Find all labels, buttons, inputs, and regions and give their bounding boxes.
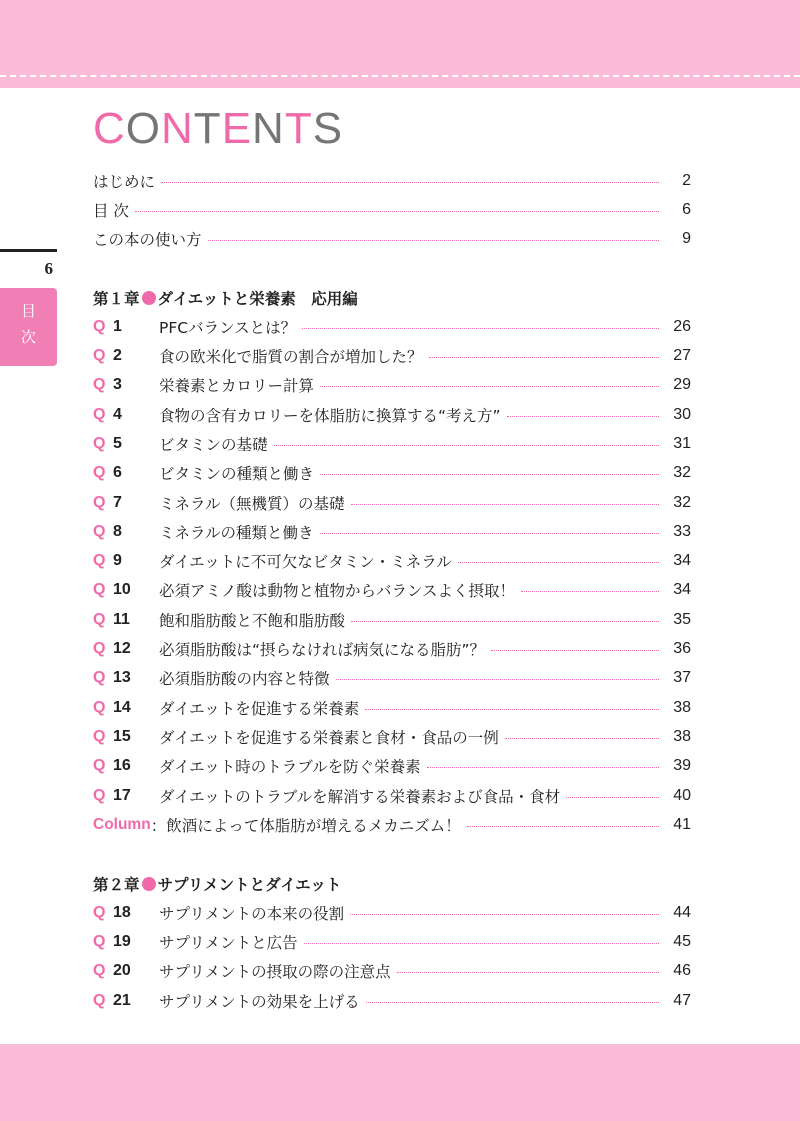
leader-dots: [521, 591, 659, 592]
leader-dots: [135, 211, 659, 212]
entry-page: 34: [673, 580, 691, 598]
leader-dots: [566, 797, 659, 798]
leader-dots: [320, 386, 659, 387]
leader-dots: [302, 328, 659, 329]
entry-page: 40: [673, 786, 691, 804]
q-mark: Q: [93, 727, 106, 745]
q-number: 8: [113, 522, 122, 540]
entry-page: 41: [673, 815, 691, 833]
q-mark: Q: [93, 991, 106, 1009]
toc-entry[interactable]: [93, 400, 691, 429]
entry-page: 32: [673, 493, 691, 511]
entry-page: 36: [673, 639, 691, 657]
toc-entry[interactable]: [93, 488, 691, 517]
leader-dots: [208, 240, 659, 241]
q-number: 7: [113, 493, 122, 511]
entry-label: サプリメントの摂取の際の注意点: [159, 962, 391, 981]
q-mark: Q: [93, 786, 106, 804]
q-mark: Q: [93, 610, 106, 628]
entry-page: 9: [682, 229, 691, 247]
q-number: 11: [113, 610, 130, 628]
entry-label: ビタミンの種類と働き: [159, 464, 315, 483]
q-mark: Q: [93, 346, 106, 364]
chapter-2-heading: [93, 873, 341, 895]
entry-page: 38: [673, 698, 691, 716]
q-number: 15: [113, 727, 131, 745]
entry-page: 39: [673, 756, 691, 774]
q-mark: Q: [93, 698, 106, 716]
q-number: 19: [113, 932, 131, 950]
q-number: 12: [113, 639, 131, 657]
section-tab-label: 目 次: [20, 302, 36, 346]
toc-entry[interactable]: [93, 927, 691, 956]
q-number: 16: [113, 756, 131, 774]
q-number: 21: [113, 991, 131, 1009]
q-mark: Q: [93, 756, 106, 774]
q-mark: Q: [93, 317, 106, 335]
q-mark: Q: [93, 668, 106, 686]
bullet-dot-icon: [142, 877, 156, 891]
q-number: 18: [113, 903, 131, 921]
q-mark: Q: [93, 375, 106, 393]
entry-page: 27: [673, 346, 691, 364]
entry-page: 33: [673, 522, 691, 540]
entry-page: 34: [673, 551, 691, 569]
chapter-title: ダイエットと栄養素 応用編: [157, 290, 358, 308]
leader-dots: [351, 621, 659, 622]
q-number: 10: [113, 580, 131, 598]
entry-label: 栄養素とカロリー計算: [159, 376, 315, 395]
entry-label: 食の欧米化で脂質の割合が増加した？: [159, 347, 423, 366]
entry-label: ダイエットを促進する栄養素: [159, 699, 360, 718]
column-label: Column: [93, 815, 151, 833]
leader-dots: [320, 533, 659, 534]
leader-dots: [429, 357, 659, 358]
leader-dots: [427, 767, 659, 768]
entry-label: 必須脂肪酸は“摂らなければ病気になる脂肪”？: [159, 640, 486, 659]
bullet-dot-icon: [142, 291, 156, 305]
entry-label: ダイエットに不可欠なビタミン・ミネラル: [159, 552, 452, 571]
entry-label: PFCバランスとは？: [159, 318, 297, 337]
leader-dots: [458, 562, 659, 563]
toc-entry[interactable]: [93, 605, 691, 634]
contents-title: CONTENTS: [93, 104, 344, 153]
toc-entry[interactable]: [93, 751, 691, 780]
page-number: 6: [44, 259, 53, 278]
entry-label: 目 次: [93, 201, 129, 220]
entry-label: 必須アミノ酸は動物と植物からバランスよく摂取！: [159, 581, 516, 600]
chapter-prefix: 第２章: [93, 876, 140, 894]
leader-dots: [397, 972, 659, 973]
leader-dots: [467, 826, 659, 827]
q-number: 14: [113, 698, 131, 716]
q-mark: Q: [93, 961, 106, 979]
entry-label: 飽和脂肪酸と不飽和脂肪酸: [159, 611, 346, 630]
toc-entry-how-to-use[interactable]: [93, 224, 691, 253]
q-mark: Q: [93, 493, 106, 511]
leader-dots: [351, 504, 659, 505]
entry-page: 29: [673, 375, 691, 393]
toc-entry[interactable]: [93, 370, 691, 399]
q-mark: Q: [93, 639, 106, 657]
entry-label: 食物の含有カロリーを体脂肪に換算する“考え方”: [159, 406, 501, 425]
toc-entry[interactable]: [93, 458, 691, 487]
entry-page: 44: [673, 903, 691, 921]
entry-label: ：飲酒によって体脂肪が増えるメカニズム！: [150, 816, 461, 835]
leader-dots: [304, 943, 659, 944]
toc-entry[interactable]: [93, 898, 691, 927]
entry-page: 2: [682, 171, 691, 189]
leader-dots: [491, 650, 659, 651]
leader-dots: [365, 709, 659, 710]
bottom-decorative-band: [0, 1044, 800, 1121]
entry-page: 31: [673, 434, 691, 452]
q-number: 17: [113, 786, 131, 804]
toc-entry[interactable]: [93, 546, 691, 575]
toc-entry[interactable]: [93, 986, 691, 1015]
q-number: 13: [113, 668, 131, 686]
leader-dots: [366, 1002, 659, 1003]
toc-entry[interactable]: [93, 575, 691, 604]
entry-page: 46: [673, 961, 691, 979]
entry-label: ミネラルの種類と働き: [159, 523, 314, 542]
leader-dots: [350, 914, 659, 915]
toc-entry[interactable]: [93, 722, 691, 751]
entry-page: 38: [673, 727, 691, 745]
entry-label: サプリメントの本来の役割: [159, 904, 345, 923]
entry-label: サプリメントの効果を上げる: [159, 992, 360, 1011]
entry-page: 6: [682, 200, 691, 218]
entry-page: 47: [673, 991, 691, 1009]
entry-label: ビタミンの基礎: [159, 435, 268, 454]
leader-dots: [274, 445, 659, 446]
q-number: 1: [113, 317, 122, 335]
q-mark: Q: [93, 932, 106, 950]
q-mark: Q: [93, 405, 106, 423]
entry-label: ダイエット時のトラブルを防ぐ栄養素: [159, 757, 421, 776]
leader-dots: [161, 182, 659, 183]
q-number: 4: [113, 405, 122, 423]
q-mark: Q: [93, 434, 106, 452]
q-mark: Q: [93, 903, 106, 921]
q-mark: Q: [93, 580, 106, 598]
leader-dots: [336, 679, 659, 680]
entry-label: 必須脂肪酸の内容と特徴: [159, 669, 330, 688]
toc-entry-column[interactable]: [93, 810, 691, 839]
toc-entry[interactable]: [93, 312, 691, 341]
q-number: 9: [113, 551, 122, 569]
q-mark: Q: [93, 463, 106, 481]
chapter-title: サプリメントとダイエット: [157, 876, 342, 894]
toc-entry-intro[interactable]: [93, 166, 691, 195]
q-number: 6: [113, 463, 122, 481]
toc-entry[interactable]: [93, 956, 691, 985]
entry-page: 30: [673, 405, 691, 423]
chapter-prefix: 第１章: [93, 290, 140, 308]
entry-page: 32: [673, 463, 691, 481]
toc-entry[interactable]: [93, 429, 691, 458]
entry-page: 45: [673, 932, 691, 950]
top-dashed-stitch: [0, 75, 800, 77]
q-number: 2: [113, 346, 122, 364]
entry-label: はじめに: [93, 172, 156, 191]
toc-entry[interactable]: [93, 781, 691, 810]
toc-entry[interactable]: [93, 663, 691, 692]
toc-entry[interactable]: [93, 634, 691, 663]
chapter-1-heading: [93, 287, 358, 309]
q-number: 5: [113, 434, 122, 452]
leader-dots: [320, 474, 659, 475]
entry-label: ダイエットを促進する栄養素と食材・食品の一例: [159, 728, 499, 747]
leader-dots: [505, 738, 659, 739]
leader-dots: [507, 416, 659, 417]
toc-entry[interactable]: [93, 693, 691, 722]
entry-label: ミネラル（無機質）の基礎: [159, 494, 345, 513]
entry-label: ダイエットのトラブルを解消する栄養素および食品・食材: [159, 787, 561, 806]
side-rule: [0, 249, 57, 252]
entry-label: サプリメントと広告: [159, 933, 298, 952]
q-mark: Q: [93, 522, 106, 540]
entry-label: この本の使い方: [93, 230, 202, 249]
entry-page: 37: [673, 668, 691, 686]
q-mark: Q: [93, 551, 106, 569]
toc-entry[interactable]: [93, 341, 691, 370]
entry-page: 35: [673, 610, 691, 628]
q-number: 20: [113, 961, 131, 979]
toc-entry-contents[interactable]: [93, 195, 691, 224]
entry-page: 26: [673, 317, 691, 335]
q-number: 3: [113, 375, 122, 393]
toc-entry[interactable]: [93, 517, 691, 546]
